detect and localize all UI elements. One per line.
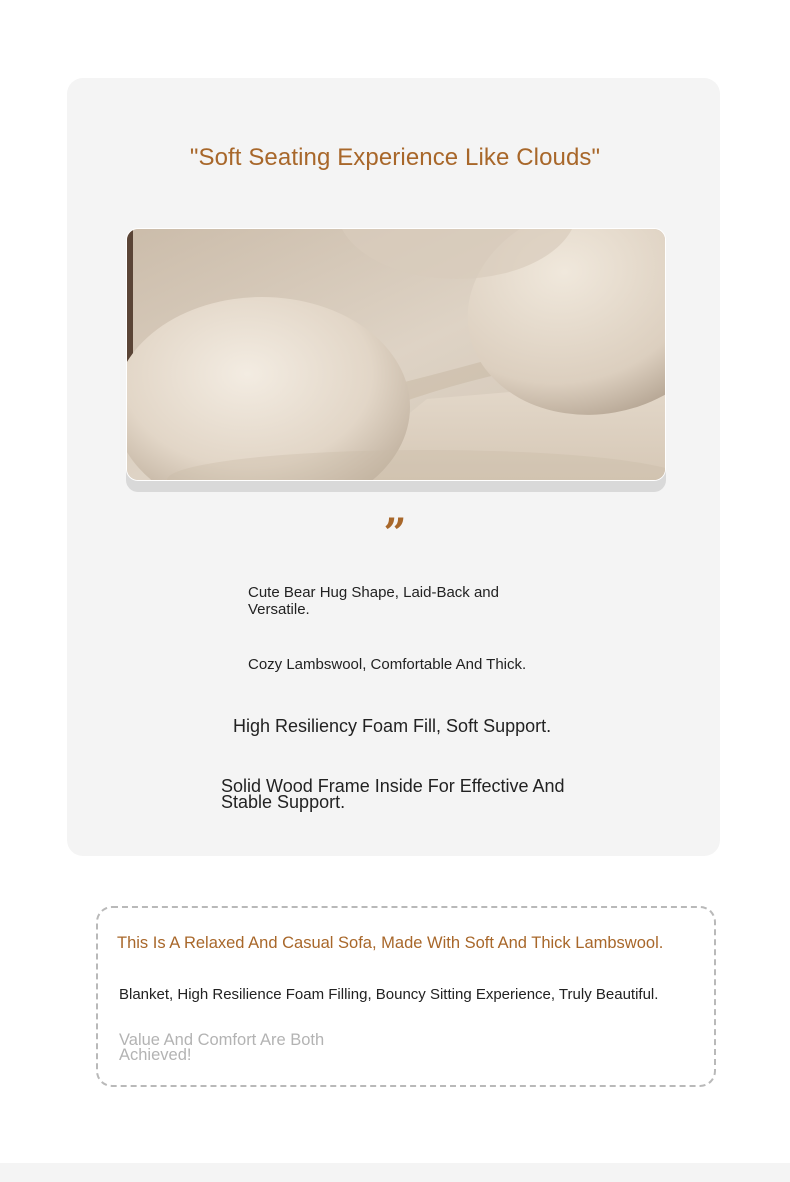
quote-icon: ” [383,510,407,557]
feature-item-lambswool: Cozy Lambswool, Comfortable And Thick. [248,656,527,673]
bottom-strip [0,1163,790,1182]
product-photo-frame [126,228,666,492]
description-body: Blanket, High Resilience Foam Filling, Bouncy Sitting Experience, Truly Beautiful. [119,986,659,1003]
product-photo [126,228,666,481]
sofa-illustration [127,229,665,480]
description-title: This Is A Relaxed And Casual Sofa, Made With Soft And Thick Lambswool. [117,934,664,952]
description-footer: Value And Comfort Are Both Achieved! [119,1031,325,1064]
hero-headline: "Soft Seating Experience Like Clouds" [189,144,601,171]
feature-item-bear-hug-shape: Cute Bear Hug Shape, Laid-Back and Versatile. [248,584,499,618]
feature-item-foam-fill: High Resiliency Foam Fill, Soft Support. [233,716,552,736]
feature-item-wood-frame: Solid Wood Frame Inside For Effective And Stable Support. [221,776,565,812]
